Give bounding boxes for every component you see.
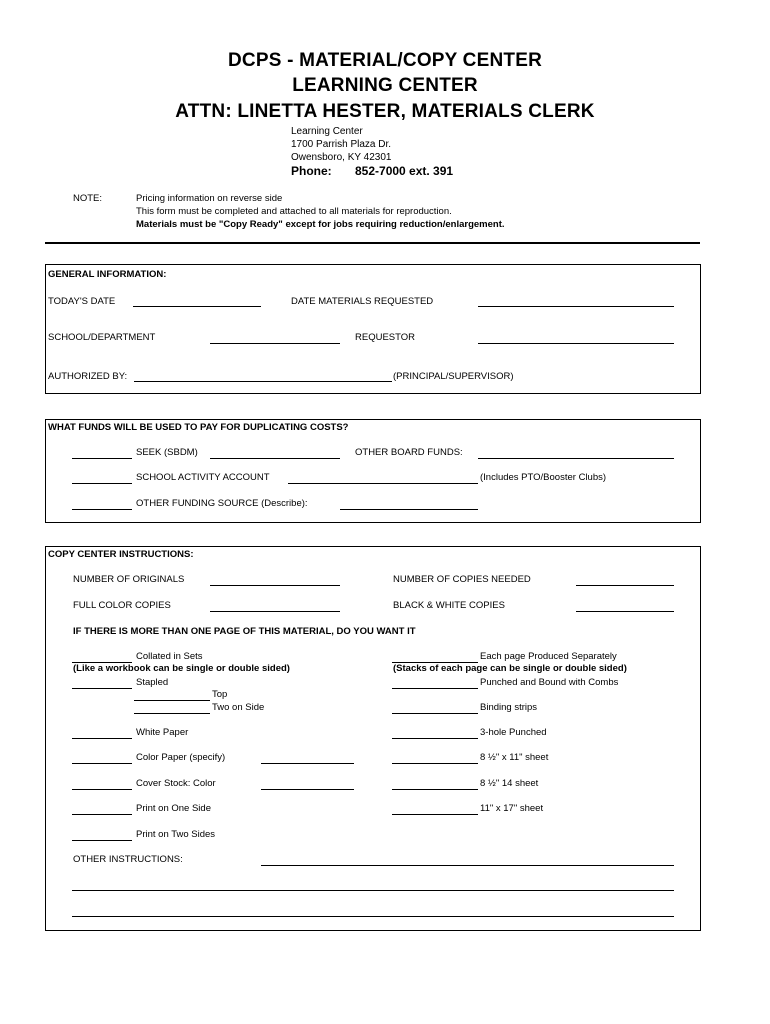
phone-label: Phone: [291,164,332,178]
title-line-3: ATTN: LINETTA HESTER, MATERIALS CLERK [175,101,595,122]
color-paper-specify-field[interactable] [261,763,354,764]
address-line-1: Learning Center [291,126,363,137]
authorized-by-field[interactable] [134,381,392,382]
cover-stock-label: Cover Stock: Color [136,778,216,789]
stapled-label: Stapled [136,677,169,688]
seek-field[interactable] [72,458,132,459]
bw-copies-label: BLACK & WHITE COPIES [393,600,505,611]
seek-amount-field[interactable] [210,458,340,459]
school-activity-field[interactable] [72,483,132,484]
title-line-1: DCPS - MATERIAL/COPY CENTER [228,50,542,71]
copy-center-title: COPY CENTER INSTRUCTIONS: [48,549,194,560]
number-originals-label: NUMBER OF ORIGINALS [73,574,185,585]
binding-strips-label: Binding strips [480,702,538,713]
full-color-label: FULL COLOR COPIES [73,600,171,611]
cover-stock-color-field[interactable] [261,789,354,790]
print-two-sides-label: Print on Two Sides [136,829,216,840]
address-line-2: 1700 Parrish Plaza Dr. [291,139,392,150]
size-legal-field[interactable] [392,789,478,790]
collated-note: (Like a workbook can be single or double sided) [73,663,290,674]
school-department-label: SCHOOL/DEPARTMENT [48,332,156,343]
punched-bound-label: Punched and Bound with Combs [480,677,619,688]
number-originals-field[interactable] [210,585,340,586]
note-line-3: Materials must be "Copy Ready" except for jobs requiring reduction/enlargement. [136,219,505,230]
full-color-field[interactable] [210,611,340,612]
general-information-title: GENERAL INFORMATION: [48,269,167,280]
stapled-top-label: Top [212,689,228,700]
three-hole-field[interactable] [392,738,478,739]
other-funding-describe-field[interactable] [340,509,478,510]
color-paper-field[interactable] [72,763,132,764]
general-information-box [45,264,701,394]
seek-label: SEEK (SBDM) [136,447,198,458]
phone-value: 852-7000 ext. 391 [355,164,454,178]
size-tabloid-field[interactable] [392,814,478,815]
todays-date-field[interactable] [133,306,261,307]
other-instructions-field-3[interactable] [72,916,674,917]
date-requested-label: DATE MATERIALS REQUESTED [291,296,434,307]
each-page-label: Each page Produced Separately [480,651,617,662]
print-two-sides-field[interactable] [72,840,132,841]
principal-supervisor-label: (PRINCIPAL/SUPERVISOR) [393,371,514,382]
address-line-3: Owensboro, KY 42301 [291,152,392,163]
stapled-two-side-label: Two on Side [212,702,265,713]
bw-copies-field[interactable] [576,611,674,612]
binding-strips-field[interactable] [392,713,478,714]
date-requested-field[interactable] [478,306,674,307]
three-hole-label: 3-hole Punched [480,727,547,738]
includes-pto-label: (Includes PTO/Booster Clubs) [480,472,607,483]
each-page-note: (Stacks of each page can be single or double sided) [393,663,627,674]
other-instructions-field-2[interactable] [72,890,674,891]
number-copies-field[interactable] [576,585,674,586]
requestor-field[interactable] [478,343,674,344]
other-funding-field[interactable] [72,509,132,510]
more-than-one-page-label: IF THERE IS MORE THAN ONE PAGE OF THIS MATERIAL, DO YOU WANT IT [73,626,416,637]
stapled-top-field[interactable] [134,700,210,701]
color-paper-label: Color Paper (specify) [136,752,226,763]
number-copies-label: NUMBER OF COPIES NEEDED [393,574,531,585]
authorized-by-label: AUTHORIZED BY: [48,371,128,382]
size-tabloid-label: 11" x 17" sheet [480,803,544,814]
funds-title: WHAT FUNDS WILL BE USED TO PAY FOR DUPLICATING COSTS? [48,422,349,433]
header-divider [45,242,700,244]
white-paper-label: White Paper [136,727,189,738]
white-paper-field[interactable] [72,738,132,739]
requestor-label: REQUESTOR [355,332,416,343]
size-letter-label: 8 ½" x 11" sheet [480,752,549,763]
size-legal-label: 8 ½" 14 sheet [480,778,539,789]
school-activity-label: SCHOOL ACTIVITY ACCOUNT [136,472,270,483]
note-line-1: Pricing information on reverse side [136,193,283,204]
print-one-side-field[interactable] [72,814,132,815]
punched-bound-field[interactable] [392,688,478,689]
other-instructions-field-1[interactable] [261,865,674,866]
note-label: NOTE: [73,193,103,204]
print-one-side-label: Print on One Side [136,803,211,814]
other-board-funds-field[interactable] [478,458,674,459]
collated-label: Collated in Sets [136,651,203,662]
cover-stock-field[interactable] [72,789,132,790]
other-board-funds-label: OTHER BOARD FUNDS: [355,447,463,458]
todays-date-label: TODAY'S DATE [48,296,116,307]
note-line-2: This form must be completed and attached to all materials for reproduction. [136,206,452,217]
size-letter-field[interactable] [392,763,478,764]
title-line-2: LEARNING CENTER [292,75,478,96]
stapled-two-side-field[interactable] [134,713,210,714]
other-instructions-label: OTHER INSTRUCTIONS: [73,854,183,865]
school-activity-account-field[interactable] [288,483,478,484]
other-funding-label: OTHER FUNDING SOURCE (Describe): [136,498,308,509]
school-department-field[interactable] [210,343,340,344]
stapled-field[interactable] [72,688,132,689]
